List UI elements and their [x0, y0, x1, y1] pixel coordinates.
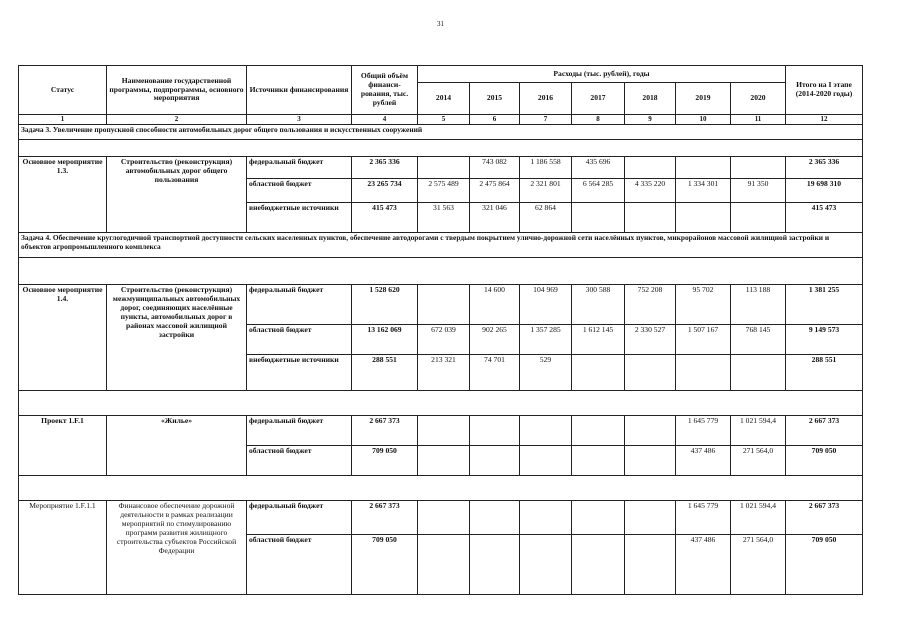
page-number: 31: [437, 20, 444, 28]
year-value-cell: 1 334 301: [676, 179, 731, 203]
stage-total-cell: 709 050: [786, 446, 863, 476]
stage-total-cell: 1 381 255: [786, 285, 863, 325]
year-value-cell: 2 575 489: [418, 179, 470, 203]
table-body: [19, 125, 863, 595]
financing-table: [18, 65, 863, 595]
name-cell: Строительство (реконструкция) автомобильных дорог общего пользования: [107, 157, 247, 233]
year-value-cell: [520, 535, 572, 595]
year-value-cell: 902 265: [470, 325, 520, 355]
year-value-cell: 768 145: [731, 325, 786, 355]
year-value-cell: [625, 446, 676, 476]
year-value-cell: [418, 416, 470, 446]
year-value-cell: 14 600: [470, 285, 520, 325]
year-value-cell: [572, 416, 625, 446]
year-value-cell: 113 188: [731, 285, 786, 325]
year-value-cell: 2 475 864: [470, 179, 520, 203]
column-number: 5: [418, 115, 470, 125]
year-value-cell: 437 486: [676, 535, 731, 595]
total-cell: 288 551: [352, 355, 418, 391]
stage-total-cell: 2 667 373: [786, 416, 863, 446]
year-value-cell: 1 021 594,4: [731, 501, 786, 535]
year-value-cell: [520, 416, 572, 446]
spacer-row: [19, 476, 863, 501]
year-value-cell: [470, 416, 520, 446]
source-cell: федеральный бюджет: [247, 157, 352, 179]
spacer-cell: [19, 140, 863, 157]
year-value-cell: 752 208: [625, 285, 676, 325]
table-row: [19, 157, 863, 179]
year-value-cell: [625, 157, 676, 179]
source-cell: внебюджетные источники: [247, 355, 352, 391]
header-year: 2017: [572, 83, 625, 115]
column-number: 9: [625, 115, 676, 125]
year-value-cell: 74 701: [470, 355, 520, 391]
year-value-cell: [418, 285, 470, 325]
year-value-cell: [625, 535, 676, 595]
year-value-cell: [418, 501, 470, 535]
status-cell: Проект 1.F.1: [19, 416, 107, 476]
year-value-cell: 95 702: [676, 285, 731, 325]
total-cell: 415 473: [352, 203, 418, 233]
year-value-cell: [418, 157, 470, 179]
table-row: [19, 416, 863, 446]
total-cell: 2 667 373: [352, 501, 418, 535]
year-value-cell: [676, 157, 731, 179]
year-value-cell: [572, 535, 625, 595]
header-year: 2020: [731, 83, 786, 115]
year-value-cell: [625, 416, 676, 446]
year-value-cell: 435 696: [572, 157, 625, 179]
year-value-cell: [731, 157, 786, 179]
year-value-cell: 529: [520, 355, 572, 391]
year-value-cell: [572, 355, 625, 391]
total-cell: 2 365 336: [352, 157, 418, 179]
header-status: Статус: [19, 66, 107, 115]
total-cell: 2 667 373: [352, 416, 418, 446]
year-value-cell: 4 335 220: [625, 179, 676, 203]
stage-total-cell: 9 149 573: [786, 325, 863, 355]
header-stage-total: Итого на I этапе (2014-2020 годы): [786, 66, 863, 115]
year-value-cell: [572, 203, 625, 233]
total-cell: 709 050: [352, 535, 418, 595]
column-number: 8: [572, 115, 625, 125]
column-number: 4: [352, 115, 418, 125]
year-value-cell: [418, 535, 470, 595]
year-value-cell: 213 321: [418, 355, 470, 391]
year-value-cell: [470, 446, 520, 476]
year-value-cell: [418, 446, 470, 476]
task-row: [19, 125, 863, 140]
year-value-cell: 2 330 527: [625, 325, 676, 355]
total-cell: 1 528 620: [352, 285, 418, 325]
source-cell: внебюджетные источники: [247, 203, 352, 233]
year-value-cell: 2 321 801: [520, 179, 572, 203]
header-year: 2014: [418, 83, 470, 115]
column-number: 11: [731, 115, 786, 125]
column-number: 12: [786, 115, 863, 125]
year-value-cell: 1 507 167: [676, 325, 731, 355]
year-value-cell: [625, 355, 676, 391]
spacer-cell: [19, 391, 863, 416]
year-value-cell: 104 969: [520, 285, 572, 325]
column-number: 6: [470, 115, 520, 125]
year-value-cell: 672 039: [418, 325, 470, 355]
header-total: Общий объём финанси-рования, тыс. рублей: [352, 66, 418, 115]
stage-total-cell: 2 365 336: [786, 157, 863, 179]
stage-total-cell: 415 473: [786, 203, 863, 233]
year-value-cell: 743 082: [470, 157, 520, 179]
stage-total-cell: 19 698 310: [786, 179, 863, 203]
column-number: 2: [107, 115, 247, 125]
year-value-cell: 300 588: [572, 285, 625, 325]
year-value-cell: 91 350: [731, 179, 786, 203]
header-year: 2015: [470, 83, 520, 115]
year-value-cell: [731, 355, 786, 391]
spacer-row: [19, 391, 863, 416]
year-value-cell: 271 564,0: [731, 535, 786, 595]
column-number: 10: [676, 115, 731, 125]
year-value-cell: 1 645 779: [676, 501, 731, 535]
name-cell: Финансовое обеспечение дорожной деятельности в рамках реализации мероприятий по стимулированию программ развития жилищного строительства субъектов Российской Федерации: [107, 501, 247, 595]
spacer-cell: [19, 476, 863, 501]
year-value-cell: [520, 446, 572, 476]
year-value-cell: 62 864: [520, 203, 572, 233]
spacer-cell: [19, 258, 863, 285]
header-year: 2019: [676, 83, 731, 115]
total-cell: 23 265 734: [352, 179, 418, 203]
name-cell: Строительство (реконструкция) межмуниципальных автомобильных дорог, соединяющих населённые пункты, автомобильных дорог в районах массовой жилищной застройки: [107, 285, 247, 391]
source-cell: федеральный бюджет: [247, 285, 352, 325]
header-year: 2018: [625, 83, 676, 115]
column-number-row: [19, 115, 863, 125]
header-row-1: [19, 66, 863, 83]
year-value-cell: [470, 501, 520, 535]
year-value-cell: 1 612 145: [572, 325, 625, 355]
name-cell: «Жилье»: [107, 416, 247, 476]
status-cell: Мероприятие 1.F.1.1: [19, 501, 107, 595]
source-cell: областной бюджет: [247, 179, 352, 203]
task-row: [19, 233, 863, 258]
year-value-cell: 271 564,0: [731, 446, 786, 476]
column-number: 3: [247, 115, 352, 125]
year-value-cell: 321 046: [470, 203, 520, 233]
stage-total-cell: 288 551: [786, 355, 863, 391]
column-number: 7: [520, 115, 572, 125]
header-year: 2016: [520, 83, 572, 115]
source-cell: областной бюджет: [247, 446, 352, 476]
total-cell: 13 162 069: [352, 325, 418, 355]
header-sources: Источники финансирования: [247, 66, 352, 115]
year-value-cell: [572, 501, 625, 535]
stage-total-cell: 2 667 373: [786, 501, 863, 535]
year-value-cell: [676, 355, 731, 391]
source-cell: федеральный бюджет: [247, 501, 352, 535]
column-number: 1: [19, 115, 107, 125]
header-name: Наименование государственной программы, подпрограммы, основного мероприятия: [107, 66, 247, 115]
status-cell: Основное мероприятие 1.4.: [19, 285, 107, 391]
year-value-cell: [731, 203, 786, 233]
source-cell: областной бюджет: [247, 535, 352, 595]
year-value-cell: 1 186 558: [520, 157, 572, 179]
year-value-cell: [470, 535, 520, 595]
year-value-cell: [625, 203, 676, 233]
year-value-cell: [676, 203, 731, 233]
source-cell: федеральный бюджет: [247, 416, 352, 446]
stage-total-cell: 709 050: [786, 535, 863, 595]
year-value-cell: [520, 501, 572, 535]
total-cell: 709 050: [352, 446, 418, 476]
spacer-row: [19, 258, 863, 285]
year-value-cell: 1 021 594,4: [731, 416, 786, 446]
year-value-cell: 31 563: [418, 203, 470, 233]
table-row: [19, 285, 863, 325]
spacer-row: [19, 140, 863, 157]
year-value-cell: 1 645 779: [676, 416, 731, 446]
status-cell: Основное мероприятие 1.3.: [19, 157, 107, 233]
year-value-cell: [625, 501, 676, 535]
table-row: [19, 501, 863, 535]
task-title: Задача 3. Увеличение пропускной способности автомобильных дорог общего пользования и искусственных сооружений: [19, 125, 863, 140]
header-expenses: Расходы (тыс. рублей), годы: [418, 66, 786, 83]
year-value-cell: [572, 446, 625, 476]
year-value-cell: 437 486: [676, 446, 731, 476]
year-value-cell: 6 564 285: [572, 179, 625, 203]
task-title: Задача 4. Обеспечение круглогодичной транспортной доступности сельских населенных пунктов, обеспечение автодорогами с твердым покрытием улично-дорожной сети населённых пунктов, микрорайонов массовой жилищной застройки и объектов агропромышленного комплекса: [19, 233, 863, 258]
year-value-cell: 1 357 285: [520, 325, 572, 355]
source-cell: областной бюджет: [247, 325, 352, 355]
